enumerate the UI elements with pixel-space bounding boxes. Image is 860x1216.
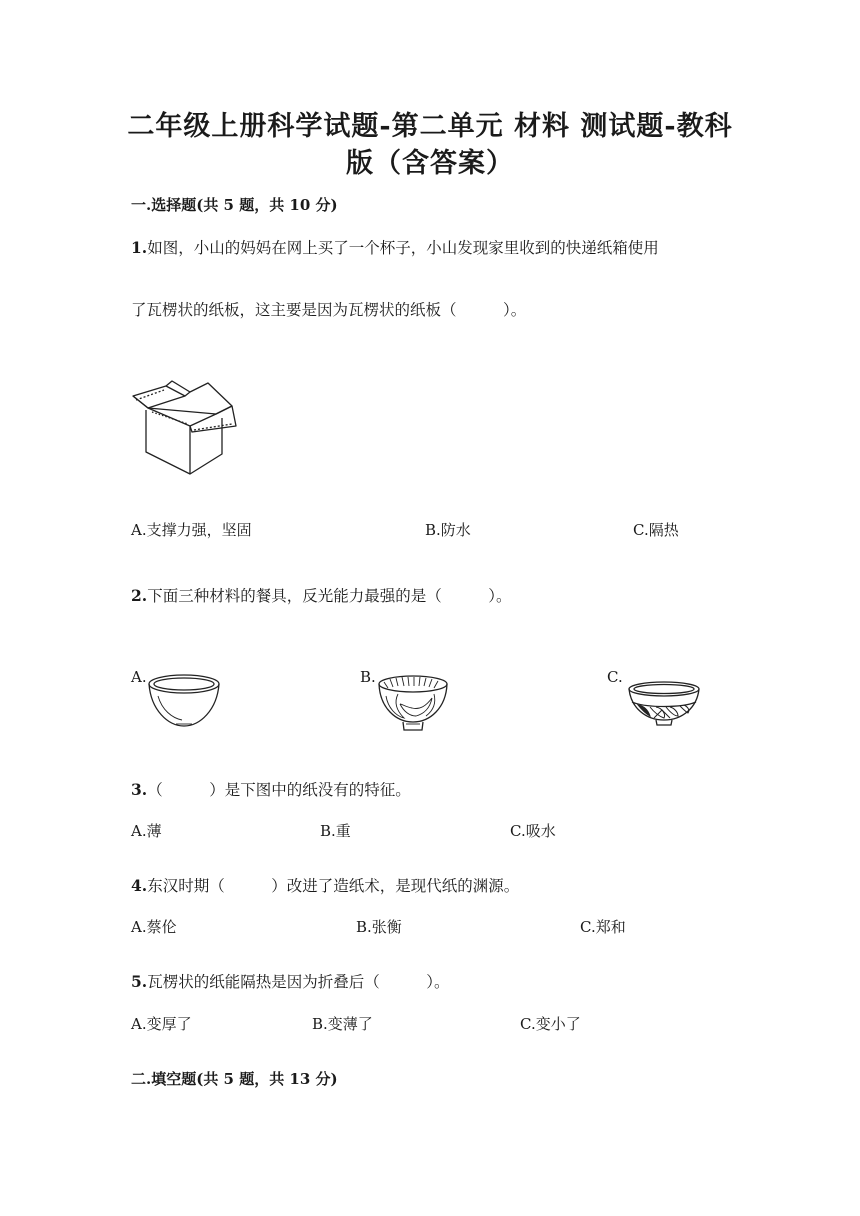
document-title-line2: 版（含答案） <box>346 148 514 179</box>
metal-bowl-image <box>146 672 222 730</box>
question-number: 1. <box>131 238 148 257</box>
question-number: 2. <box>131 586 148 605</box>
q1-option-b: B.防水 <box>425 521 471 539</box>
question-2 <box>131 584 511 606</box>
q5-option-a: A.变厚了 <box>131 1015 192 1033</box>
q2-option-b: B. <box>360 668 376 686</box>
q5-option-b: B.变薄了 <box>312 1015 373 1033</box>
q1-option-a: A.支撑力强，坚固 <box>131 521 252 539</box>
document-title-line1: 二年级上册科学试题-第二单元 材料 测试题-教科 <box>127 111 733 142</box>
question-number: 3. <box>131 780 148 799</box>
question-number: 5. <box>131 972 148 991</box>
q4-option-c: C.郑和 <box>580 918 626 936</box>
section-heading-fill-in: 二.填空题(共 5 题，共 13 分) <box>131 1070 338 1088</box>
cardboard-box-image <box>128 378 243 478</box>
question-number: 4. <box>131 876 148 895</box>
section-heading-choice: 一.选择题(共 5 题，共 10 分) <box>131 196 338 214</box>
wooden-bowl-image <box>376 674 450 734</box>
q2-option-c: C. <box>607 668 623 686</box>
question-1 <box>131 236 659 258</box>
question-text: 瓦楞状的纸能隔热是因为折叠后（ ）。 <box>147 973 450 991</box>
q5-option-c: C.变小了 <box>520 1015 581 1033</box>
q3-option-c: C.吸水 <box>510 822 556 840</box>
q4-option-a: A.蔡伦 <box>131 918 177 936</box>
question-5 <box>131 970 449 992</box>
question-text: 东汉时期（ ）改进了造纸术，是现代纸的渊源。 <box>147 877 520 895</box>
q3-option-b: B.重 <box>320 822 351 840</box>
question-text: 下面三种材料的餐具，反光能力最强的是（ ）。 <box>147 587 512 605</box>
q3-option-a: A.薄 <box>131 822 162 840</box>
q4-option-b: B.张衡 <box>356 918 402 936</box>
q1-option-c: C.隔热 <box>633 521 679 539</box>
question-1-line2: 了瓦楞状的纸板，这主要是因为瓦楞状的纸板（ ）。 <box>131 301 527 319</box>
question-text: （ ）是下图中的纸没有的特征。 <box>147 781 411 799</box>
question-3 <box>131 778 411 800</box>
ceramic-bowl-image <box>626 680 702 728</box>
q2-option-a: A. <box>131 668 147 686</box>
question-text: 如图，小山的妈妈在网上买了一个杯子，小山发现家里收到的快递纸箱使用 <box>147 239 659 257</box>
question-4 <box>131 874 519 896</box>
